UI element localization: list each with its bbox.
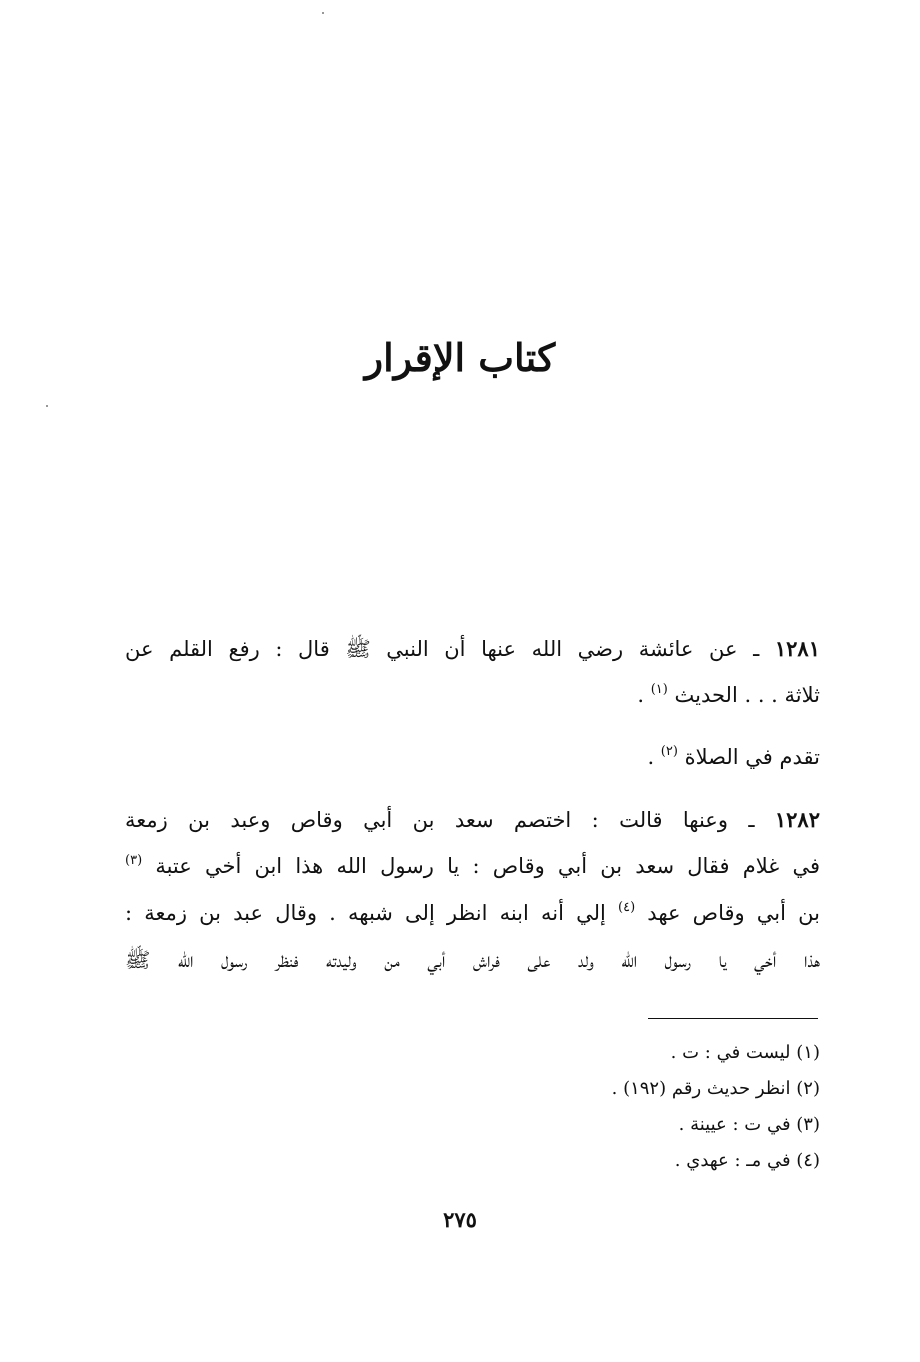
footnote-2: (٢) انظر حديث رقم (١٩٢) . — [611, 1078, 820, 1099]
punctuation: . — [637, 683, 651, 707]
note-line — [125, 734, 820, 781]
hadith-1282-line-2 — [125, 843, 820, 890]
chapter-title: كتاب الإقرار — [364, 335, 556, 380]
footnote-separator — [648, 1018, 818, 1019]
page-number: ٢٧٥ — [443, 1207, 477, 1232]
hadith-1282-line-4 — [125, 937, 820, 984]
hadith-1281-line-1 — [125, 625, 820, 672]
footnotes — [400, 1035, 820, 1179]
footnote-1: (١) ليست في : ت . — [670, 1042, 820, 1063]
hadith-text: ثلاثة . . . الحديث — [674, 683, 820, 707]
footnote-4: (٤) في مـ : عهدي . — [674, 1150, 820, 1171]
hadith-1282-line-1 — [125, 796, 820, 843]
footnote-3: (٣) في ت : عيينة . — [678, 1114, 820, 1135]
footnote-ref: (٢) — [660, 744, 678, 759]
hadith-1281-line-2 — [125, 672, 820, 719]
scan-speck — [322, 12, 324, 14]
hadith-1282-line-3 — [125, 890, 820, 937]
hadith-text: هذا أخي يا رسول الله ولد على فراش أبي من وليدته فنظر رسول الله ﷺ — [125, 948, 820, 972]
hadith-text: ـ وعنها قالت : اختصم سعد بن أبي وقاص وعبد بن زمعة — [125, 808, 775, 832]
hadith-text: إلي أنه ابنه انظر إلى شبهه . وقال عبد بن زمعة : — [125, 901, 618, 925]
hadith-number: ١٢٨١ — [774, 636, 820, 661]
body-text — [125, 625, 820, 984]
scan-speck — [46, 405, 48, 407]
note-text: تقدم في الصلاة — [684, 745, 820, 769]
hadith-text: في غلام فقال سعد بن أبي وقاص : يا رسول الله هذا ابن أخي عتبة — [155, 854, 820, 878]
footnote-ref: (٣) — [125, 853, 143, 868]
hadith-text: بن أبي وقاص عهد — [647, 901, 820, 925]
footnote-ref: (١) — [650, 682, 668, 697]
hadith-number: ١٢٨٢ — [774, 807, 820, 832]
footnote-ref: (٤) — [618, 900, 636, 915]
hadith-text: ـ عن عائشة رضي الله عنها أن النبي ﷺ قال : رفع القلم عن — [125, 637, 775, 661]
punctuation: . — [647, 745, 661, 769]
